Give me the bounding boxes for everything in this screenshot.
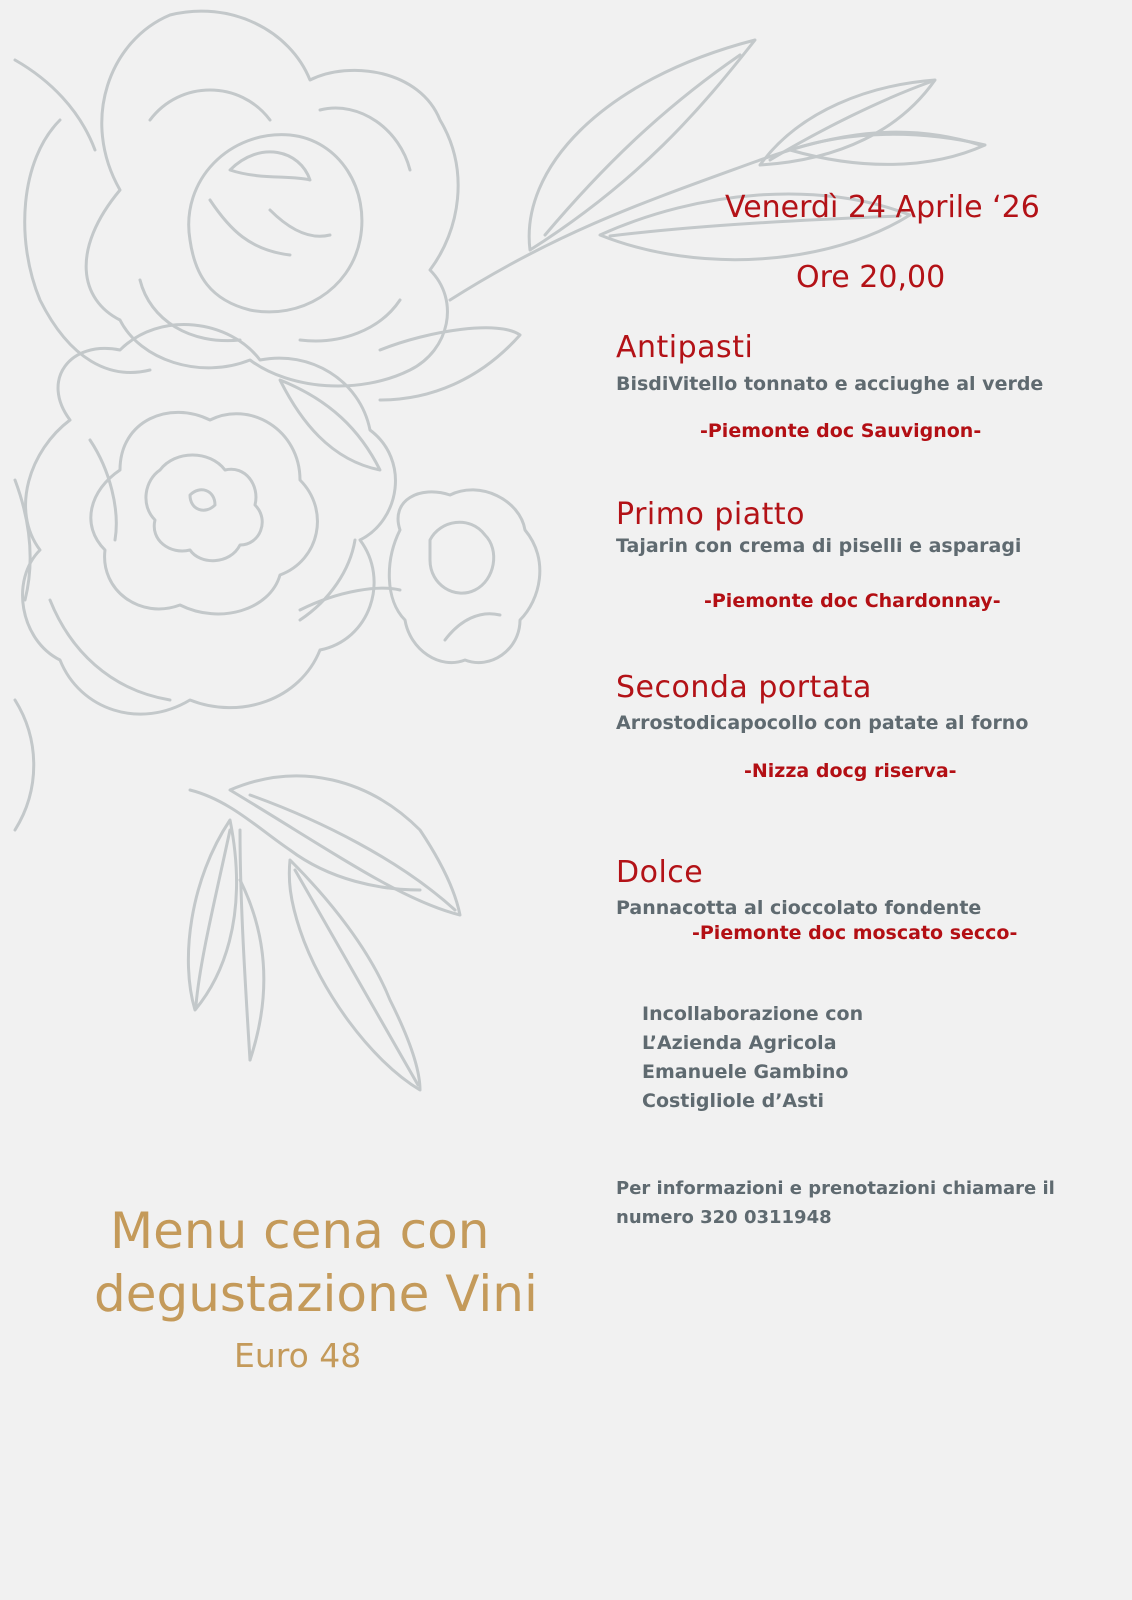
- collaboration-line: Incollaborazione con: [642, 1003, 864, 1025]
- event-time: Ore 20,00: [796, 260, 946, 295]
- collaboration-block: [642, 1000, 863, 1116]
- info-block: [616, 1174, 1055, 1232]
- course-wine-antipasti: -Piemonte doc Sauvignon-: [700, 420, 982, 442]
- headline-price: Euro 48: [234, 1336, 362, 1375]
- info-line: numero 320 0311948: [616, 1207, 832, 1228]
- headline-line-2: degustazione Vini: [94, 1265, 538, 1323]
- course-dish-antipasti: BisdiVitello tonnato e acciughe al verde: [616, 373, 1044, 395]
- course-dish-primo: Tajarin con crema di piselli e asparagi: [616, 535, 1022, 557]
- info-line: Per informazioni e prenotazioni chiamare il: [616, 1178, 1055, 1199]
- course-dish-seconda: Arrostodicapocollo con patate al forno: [616, 712, 1029, 734]
- course-title-primo: Primo piatto: [616, 497, 805, 532]
- headline-line-1: Menu cena con: [110, 1202, 490, 1260]
- collaboration-line: L’Azienda Agricola: [642, 1032, 837, 1054]
- collaboration-line: Costigliole d’Asti: [642, 1090, 825, 1112]
- course-dish-dolce: Pannacotta al cioccolato fondente: [616, 897, 982, 919]
- course-wine-dolce: -Piemonte doc moscato secco-: [692, 922, 1018, 944]
- course-wine-seconda: -Nizza docg riserva-: [744, 760, 957, 782]
- collaboration-line: Emanuele Gambino: [642, 1061, 849, 1083]
- course-title-seconda: Seconda portata: [616, 670, 872, 705]
- course-title-antipasti: Antipasti: [616, 330, 754, 365]
- course-title-dolce: Dolce: [616, 855, 704, 890]
- course-wine-primo: -Piemonte doc Chardonnay-: [704, 590, 1001, 612]
- event-date: Venerdì 24 Aprile ‘26: [725, 190, 1040, 225]
